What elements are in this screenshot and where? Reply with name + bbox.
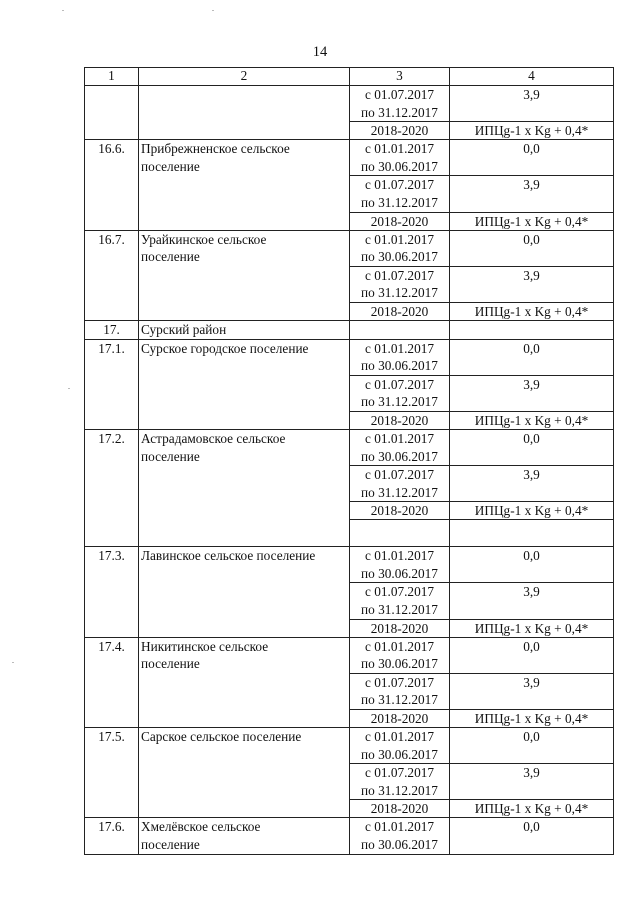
period-end: по 31.12.2017 (361, 782, 438, 798)
settlement-name (139, 230, 350, 320)
period-cell (350, 176, 450, 212)
settlement-name-line: Прибрежненское сельское (141, 141, 290, 157)
period-cell (350, 728, 450, 764)
table-row (85, 339, 614, 375)
period-start: с 01.01.2017 (364, 819, 435, 835)
tariff-table (84, 67, 614, 855)
table-row (85, 140, 614, 176)
period-end: по 30.06.2017 (361, 158, 438, 174)
period-cell (350, 818, 450, 854)
value-cell: 3,9 (450, 673, 614, 709)
period-start: с 01.01.2017 (364, 430, 435, 446)
period-cell (350, 86, 450, 122)
value-cell: 3,9 (450, 583, 614, 619)
period-start: с 01.07.2017 (364, 674, 435, 690)
row-number: 17.3. (85, 547, 139, 637)
settlement-name-line: поселение (141, 656, 200, 672)
settlement-name-line: Астрадамовское сельское (141, 430, 286, 446)
period-end: по 30.06.2017 (361, 837, 438, 852)
value-cell: ИПЦg-1 x Kg + 0,4* (450, 710, 614, 728)
period-end: по 31.12.2017 (361, 394, 438, 410)
value-cell: ИПЦg-1 x Kg + 0,4* (450, 800, 614, 818)
period-cell: 2018-2020 (350, 502, 450, 520)
period-start: с 01.07.2017 (364, 765, 435, 781)
settlement-name (139, 429, 350, 546)
period-start: с 01.01.2017 (364, 231, 435, 247)
table-body (85, 86, 614, 855)
period-cell (350, 764, 450, 800)
period-end: по 30.06.2017 (361, 656, 438, 672)
period-cell (350, 547, 450, 583)
column-header: 4 (450, 68, 614, 86)
value-cell: 3,9 (450, 266, 614, 302)
value-cell: 0,0 (450, 818, 614, 854)
settlement-name-line: Урайкинское сельское (141, 231, 267, 247)
settlement-name-line: Лавинское сельское поселение (141, 548, 316, 564)
column-header: 3 (350, 68, 450, 86)
row-number: 17. (85, 320, 139, 339)
value-cell: 3,9 (450, 86, 614, 122)
period-cell (350, 673, 450, 709)
page-number: 14 (312, 44, 328, 60)
scan-speck (212, 10, 214, 11)
row-number: 17.5. (85, 728, 139, 818)
settlement-name (139, 339, 350, 429)
period-cell (350, 429, 450, 465)
value-cell: 0,0 (450, 637, 614, 673)
period-cell (350, 583, 450, 619)
value-cell (450, 320, 614, 339)
row-number (85, 86, 139, 140)
value-cell: 0,0 (450, 728, 614, 764)
period-cell: 2018-2020 (350, 411, 450, 429)
row-number: 16.7. (85, 230, 139, 320)
settlement-name-line: Сарское сельское поселение (141, 729, 302, 745)
value-cell: 0,0 (450, 230, 614, 266)
value-cell: 0,0 (450, 547, 614, 583)
period-start: с 01.01.2017 (364, 548, 435, 564)
period-end: по 30.06.2017 (361, 746, 438, 762)
value-cell: ИПЦg-1 x Kg + 0,4* (450, 122, 614, 140)
settlement-name (139, 140, 350, 230)
period-cell (350, 320, 450, 339)
period-cell (350, 637, 450, 673)
scan-speck (62, 10, 64, 11)
period-end: по 30.06.2017 (361, 565, 438, 581)
scan-speck (68, 388, 70, 389)
settlement-name (139, 86, 350, 140)
value-cell: 0,0 (450, 429, 614, 465)
period-cell: 2018-2020 (350, 212, 450, 230)
settlement-name (139, 547, 350, 637)
value-cell: 3,9 (450, 764, 614, 800)
table-row (85, 429, 614, 465)
period-cell (350, 140, 450, 176)
value-cell: ИПЦg-1 x Kg + 0,4* (450, 619, 614, 637)
row-number: 16.6. (85, 140, 139, 230)
value-cell: ИПЦg-1 x Kg + 0,4* (450, 212, 614, 230)
settlement-name-line: поселение (141, 158, 200, 174)
period-end: по 31.12.2017 (361, 692, 438, 708)
row-number: 17.2. (85, 429, 139, 546)
value-cell: 3,9 (450, 375, 614, 411)
value-cell: ИПЦg-1 x Kg + 0,4* (450, 502, 614, 520)
settlement-name-line: поселение (141, 448, 200, 464)
column-header: 1 (85, 68, 139, 86)
period-start: с 01.01.2017 (364, 141, 435, 157)
column-number-row (85, 68, 614, 86)
period-start: с 01.01.2017 (364, 340, 435, 356)
row-number: 17.1. (85, 339, 139, 429)
period-end: по 31.12.2017 (361, 285, 438, 301)
period-start: с 01.07.2017 (364, 267, 435, 283)
column-header: 2 (139, 68, 350, 86)
settlement-name (139, 818, 350, 854)
district-name: Сурский район (139, 320, 350, 339)
table-row (85, 728, 614, 764)
period-end: по 30.06.2017 (361, 358, 438, 374)
settlement-name-line: поселение (141, 837, 200, 852)
period-cell (350, 230, 450, 266)
period-start: с 01.07.2017 (364, 177, 435, 193)
period-cell: 2018-2020 (350, 302, 450, 320)
settlement-name (139, 728, 350, 818)
table-row (85, 818, 614, 854)
table-row (85, 547, 614, 583)
value-cell: 3,9 (450, 466, 614, 502)
period-cell: 2018-2020 (350, 122, 450, 140)
period-end: по 31.12.2017 (361, 104, 438, 120)
period-end: по 30.06.2017 (361, 448, 438, 464)
empty-cell (450, 520, 614, 547)
period-cell: 2018-2020 (350, 800, 450, 818)
period-cell (350, 339, 450, 375)
settlement-name-line: поселение (141, 249, 200, 265)
period-cell (350, 266, 450, 302)
table-row (85, 86, 614, 122)
settlement-name-line: Хмелёвское сельское (141, 819, 261, 835)
value-cell: 0,0 (450, 140, 614, 176)
period-cell: 2018-2020 (350, 710, 450, 728)
value-cell: ИПЦg-1 x Kg + 0,4* (450, 411, 614, 429)
period-start: с 01.07.2017 (364, 376, 435, 392)
table-row (85, 637, 614, 673)
period-start: с 01.07.2017 (364, 87, 435, 102)
settlement-name-line: Никитинское сельское (141, 638, 269, 654)
period-start: с 01.07.2017 (364, 467, 435, 483)
district-row (85, 320, 614, 339)
period-start: с 01.01.2017 (364, 729, 435, 745)
settlement-name-line: Сурское городское поселение (141, 340, 309, 356)
period-cell (350, 375, 450, 411)
table-row (85, 230, 614, 266)
empty-cell (350, 520, 450, 547)
scan-speck (12, 662, 14, 663)
period-start: с 01.07.2017 (364, 584, 435, 600)
period-end: по 31.12.2017 (361, 602, 438, 618)
value-cell: ИПЦg-1 x Kg + 0,4* (450, 302, 614, 320)
period-cell: 2018-2020 (350, 619, 450, 637)
row-number: 17.4. (85, 637, 139, 727)
value-cell: 3,9 (450, 176, 614, 212)
period-cell (350, 466, 450, 502)
settlement-name (139, 637, 350, 727)
value-cell: 0,0 (450, 339, 614, 375)
period-end: по 31.12.2017 (361, 484, 438, 500)
row-number: 17.6. (85, 818, 139, 854)
period-end: по 30.06.2017 (361, 249, 438, 265)
period-start: с 01.01.2017 (364, 638, 435, 654)
period-end: по 31.12.2017 (361, 194, 438, 210)
